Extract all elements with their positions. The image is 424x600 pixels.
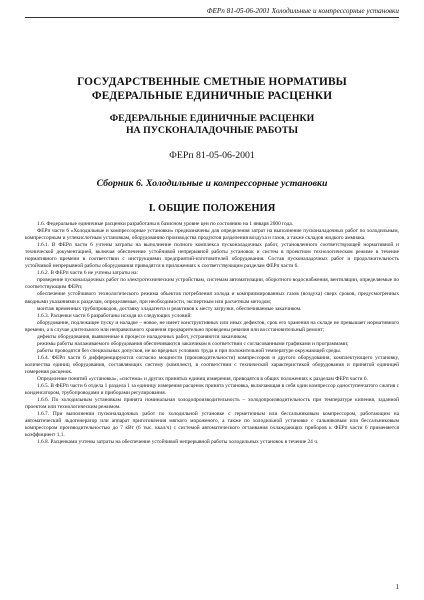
paragraph: работы проводятся без специальных допусков, не во вредных условиях труда и при положительной температуре окружающей среды. (37, 347, 342, 354)
collection-title: Сборник 6. Холодильные и компрессорные установки (96, 178, 328, 189)
running-header: ФЕРп 81-05-06-2001 Холодильные и компрессорные установки (206, 7, 399, 15)
paragraph: ФЕРп части 6 «Холодильные и компрессорные установки» предназначены для определения затрат на выполнение пусконаладочных работ по холодильным, компрессорным и углекислотным установкам, оборудованию производства продуктов разделения воздуха и газов, а также складов жидкого аммиака. (25, 228, 399, 242)
main-title-line-2: ФЕДЕРАЛЬНЫЕ ЕДИНИЧНЫЕ РАСЦЕНКИ (91, 90, 333, 102)
paragraph: оборудование, подлежащее пуску и наладке – новое, не имеет конструктивных или иных дефектов, срок его хранения на складе не превышает нормативного времени, а в случае длительного или неправильного хранения предварительно проведены ревизия или восстановительный ремонт; (25, 319, 399, 333)
paragraph: монтаж временных трубопроводов, доставку хладагента и реактивов к месту загрузки, обеспечиваемые заказчиком. (37, 305, 302, 312)
paragraph: обеспечение устойчивого технологического режима объектов потребления холода и комприимированных газов (воздуха) сверх сроков, предусмотренных вводными указаниями к разделам, определяемые, при необходимости, экспертным или расчетным методом; (25, 291, 399, 305)
main-title-line-1: ГОСУДАРСТВЕННЫЕ СМЕТНЫЕ НОРМАТИВЫ (77, 76, 347, 88)
paragraph: 1.6.7. При выполнении пусконаладочных работ по холодильной установке с герметичным или бессальниковым компрессором, работающим на автоматический льдогенератор или аппарат приготовления мягкого мороженого, а также по холодильной установке с сальниковым или бессальниковым компрессором производительностью до 7 кВт (6 тыс. ккал/ч) с системой автоматического оттаивания охлаждающих приборов к ФЕРп части 6 применяется коэффициент 1,1. (25, 411, 399, 439)
paragraph: 1.6.2. В ФЕРп части 6 не учтены затраты на: (37, 270, 138, 277)
paragraph: 1.6.1. В ФЕРп части 6 учтены затраты на выполнение полного комплекса пусконаладочных работ, установленного соответствующей нормативной и технической документацией, включая обеспечение устойчивой непрерывной работы установок и систем в проектном технологическом режиме в течение нормативного времени в соответствии с инструкциями предприятий-изготовителей оборудования. Состав пусконаладочных работ и продолжительность устойчивой непрерывной работы оборудования приводятся в приложениях к соответствующим разделам ФЕРп части 6. (25, 242, 399, 270)
body-text (25, 221, 399, 447)
paragraph: 1.6.6. По холодильным установкам принята номинальная холодопроизводительность – холодопроизводительность при температуре кипения, заданной проектом или технологическим режимом. (25, 397, 399, 411)
header-rule (25, 17, 399, 18)
sub-title-line-2: НА ПУСКОНАЛАДОЧНЫЕ РАБОТЫ (125, 125, 299, 136)
sub-title (25, 113, 399, 137)
paragraph: дефекты оборудования, выявленные в процессе наладочных работ, устраняются заказчиком; (37, 333, 248, 340)
paragraph: Определение понятий «установка», «система» и других принятых единиц измерения, приводятся в общих положениях к разделам ФЕРп части 6. (37, 376, 368, 383)
paragraph: 1.6. Федеральные единичные расценки разработаны в базисном уровне цен по состоянию на 1 января 2000 года. (37, 221, 294, 227)
section-heading: I. ОБЩИЕ ПОЛОЖЕНИЯ (148, 203, 276, 214)
paragraph: проведение пусконаладочных работ по электротехническим устройствам, системам автоматизации, оборотного водоснабжения, вентиляции, определяемые по соответствующим ФЕРп; (25, 277, 399, 291)
paragraph: режимы работы налаживаемого оборудования обеспечиваются заказчиком в соответствии с согласованными графиками и программами; (37, 340, 349, 347)
paragraph: 1.6.8. Расценками учтены затраты на обеспечение устойчивой непрерывной работы холодильных установок в течение 24 ч. (37, 439, 319, 446)
main-title (25, 75, 399, 103)
sub-title-line-1: ФЕДЕРАЛЬНЫЕ ЕДИНИЧНЫЕ РАСЦЕНКИ (109, 113, 315, 124)
page-number: 1 (395, 583, 399, 591)
paragraph: 1.6.5. В ФЕРп части 6 отдела 1 раздела 1 за единицу измерения расценок принята установка, включающая в себя один компрессор одноступенчатого сжатия с конденсатором, трубопроводами и приборами регулирования. (25, 383, 399, 397)
paragraph: 1.6.4. ФЕРп части 6 дифференцируются согласно мощности (производительности) компрессоров и другого оборудования, комплектующего установку, количества единиц оборудования, составляющих систему (комплект), в соответствии с технической характеристикой оборудования и принятой единицей измерения расценок. (25, 354, 399, 375)
document-code: ФЕРп 81-05-06-2001 (169, 150, 255, 161)
paragraph: 1.6.3. Расценки части 6 разработаны исходя из следующих условий: (37, 312, 192, 319)
